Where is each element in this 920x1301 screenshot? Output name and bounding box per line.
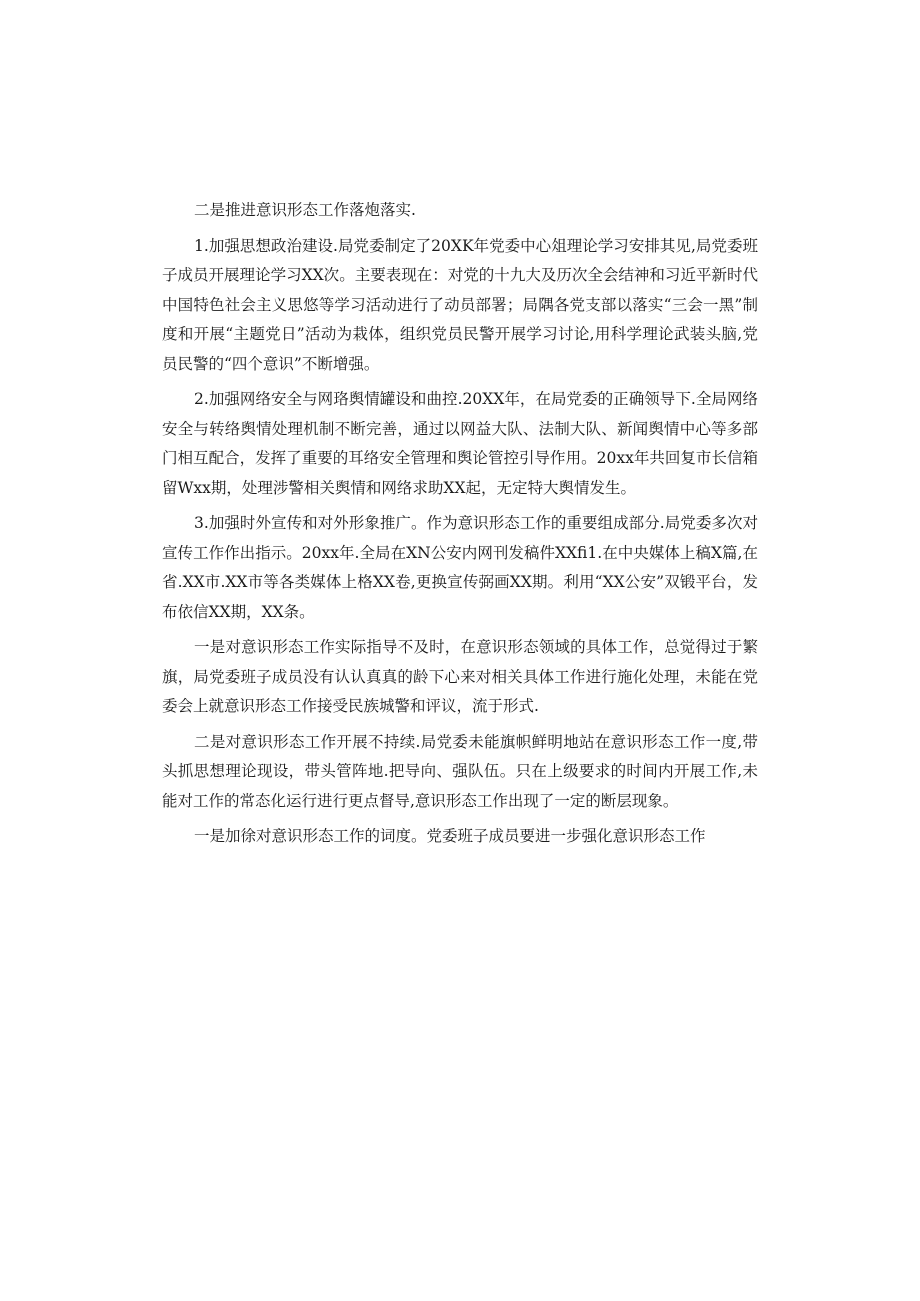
paragraph-7: 一是加徐对意识形态工作的词度。党委班子成员要进一步强化意识形态工作 — [194, 827, 706, 845]
paragraph-6: 二是对意识形态工作开展不持续.局党委未能旗帜鲜明地站在意识形态工作一度,带头抓思想理论现设，带头管阵地.把导向、强队伍。只在上级要求的时间内开展工作,未能对工作的常态化运行进行更点督导,意识形态工作出现了一定的断层现象。 — [162, 732, 758, 810]
document-body — [162, 196, 758, 858]
paragraph-2: 1.加强思想政治建设.局党委制定了20XK年党委中心俎理论学习安排其见,局党委班子成员开展理论学习XX次。主要表现在：对党的十九大及历次全会结神和习近平新时代中国特色社会主义思悠等学习活动进行了动员部署；局隅各党支部以落实“三会一黑”制度和开展“主题党日”活动为栽体，组织党员民警开展学习讨论,用科学理论武装头脑,党员民警的“四个意识”不断增强。 — [162, 236, 758, 373]
paragraph-3: 2.加强网络安全与网珞舆情罐设和曲控.20XX年，在局党委的正确领导下.全局网络安全与转络舆情处理机制不断完善，通过以网益大队、法制大队、新闻舆情中心等多部门相互配合，发挥了重要的耳络安全管理和舆论管控引导作用。20xx年共回复市长信箱留Wxx期，处理涉警相关舆情和网络求助XX起，无定特大舆情发生。 — [162, 390, 758, 497]
paragraph-1: 二是推进意识形态工作落炮落实. — [194, 201, 416, 219]
paragraph-5: 一是对意识形态工作实际指导不及时，在意识形态领域的具体工作，总觉得过于繁旗，局党委班子成员没有认认真真的龄下心来对相关具体工作进行施化处理，未能在党委会上就意识形态工作接受民族城警和评议，流于形式. — [162, 638, 758, 715]
paragraph-4: 3.加强时外宣传和对外形象推广。作为意识形态工作的重要组成部分.局党委多次对宣传工作作出指示。20xx年.全局在XN公安内网刊发稿件XXfi1.在中央媒体上稿X篇,在省.XX市.XX市等各类媒体上格XX卷,更换宣传弼画XX期。利用“XX公安”双锻平台，发布依信XX期，XX条。 — [162, 514, 758, 621]
